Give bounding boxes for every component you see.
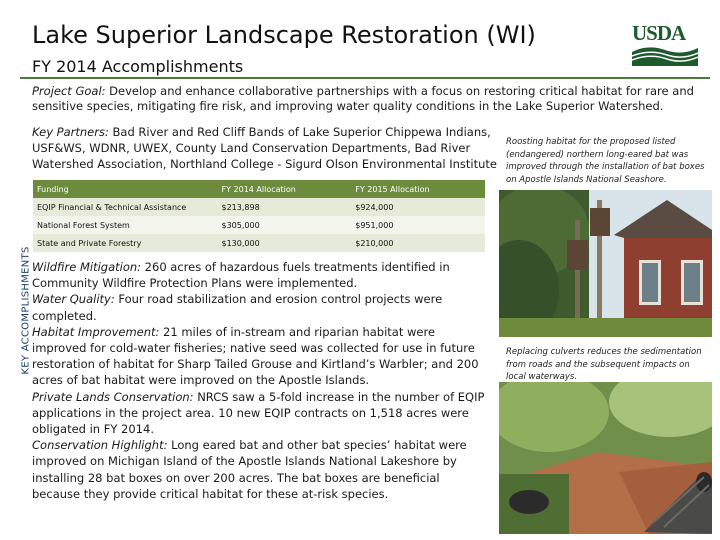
table-header-cell: Funding [33,180,218,198]
project-goal-label: Project Goal: [32,84,106,98]
accomplishment-label: Habitat Improvement: [32,324,160,339]
table-cell: $210,000 [351,234,485,252]
funding-table-header [33,180,485,198]
key-partners [32,124,502,172]
culvert-photo [499,382,712,534]
header-divider [20,77,710,79]
table-cell: $924,000 [351,198,485,216]
table-cell: $305,000 [218,216,352,234]
accomplishment-item [32,324,487,389]
accomplishment-text: Four road stabilization and erosion control projects were completed. [32,292,443,323]
accomplishment-text: NRCS saw a 5-fold increase in the number of EQIP applications in the project area. 10 new EQIP contracts on 1,518 acres were obligated in FY 2014. [32,389,485,437]
table-header-cell: FY 2015 Allocation [351,180,485,198]
accomplishment-item [32,437,487,502]
table-cell: State and Private Forestry [33,234,218,252]
key-partners-text: Bad River and Red Cliff Bands of Lake Superior Chippewa Indians, USF&WS, WDNR, UWEX, County Land Conservation Departments, Bad River Watershed Association, Northland College - Sigurd Olson Environmental Institute [32,125,497,171]
usda-logo-text: USDA [632,21,686,45]
accomplishment-label: Conservation Highlight: [32,438,168,453]
funding-table [33,180,485,252]
page-title: Lake Superior Landscape Restoration (WI) [32,21,536,49]
side-section-label: KEY ACCOMPLISHMENTS [20,246,32,375]
accomplishment-text: 21 miles of in-stream and riparian habitat were improved for cold-water fisheries; native seed was collected for use in future restoration of habitat for Sharp Tailed Grouse and Kirtland’s Warbler; and 200 acres of bat habitat were improved on the Apostle Islands. [32,324,479,388]
table-row [33,234,485,252]
table-cell: EQIP Financial & Technical Assistance [33,198,218,216]
accomplishment-text: 260 acres of hazardous fuels treatments identified in Community Wildfire Protection Plans were implemented. [32,260,450,291]
accomplishments-list [32,259,487,502]
accomplishment-text: Long eared bat and other bat species’ habitat were improved on Michigan Island of the Apostle Islands National Lakeshore by installing 28 bat boxes on over 200 acres. The bat boxes are beneficial because they provide critical habitat for these at-risk species. [32,438,467,501]
key-partners-label: Key Partners: [32,125,109,139]
photo-caption-bat-boxes: Roosting habitat for the proposed listed (endangered) northern long-eared bat was improved through the installation of bat boxes on Apostle Islands National Seashore. [506,137,705,185]
accomplishment-label: Water Quality: [32,292,115,307]
project-goal-text: Develop and enhance collaborative partnerships with a focus on restoring critical habitat for rare and sensitive species, mitigating fire risk, and improving water quality conditions in the Lake Superior Watershed. [32,84,694,113]
project-goal [32,84,702,114]
accomplishment-label: Wildfire Mitigation: [32,260,142,274]
accomplishment-item [32,389,487,438]
table-header-cell: FY 2014 Allocation [218,180,352,198]
table-cell: $130,000 [218,234,352,252]
table-row [33,198,485,216]
photo-caption-culverts: Replacing culverts reduces the sedimentation from roads and the subsequent impacts on local waterways. [506,347,702,382]
table-cell: $951,000 [351,216,485,234]
accomplishment-item [32,291,487,323]
usda-hills-icon [632,44,698,66]
table-cell: National Forest System [33,216,218,234]
bat-box-photo [499,190,712,337]
usda-logo [632,22,698,70]
table-row [33,216,485,234]
table-cell: $213,898 [218,198,352,216]
page-subtitle: FY 2014 Accomplishments [32,57,244,76]
accomplishment-label: Private Lands Conservation: [32,389,194,404]
accomplishment-item [32,259,487,291]
